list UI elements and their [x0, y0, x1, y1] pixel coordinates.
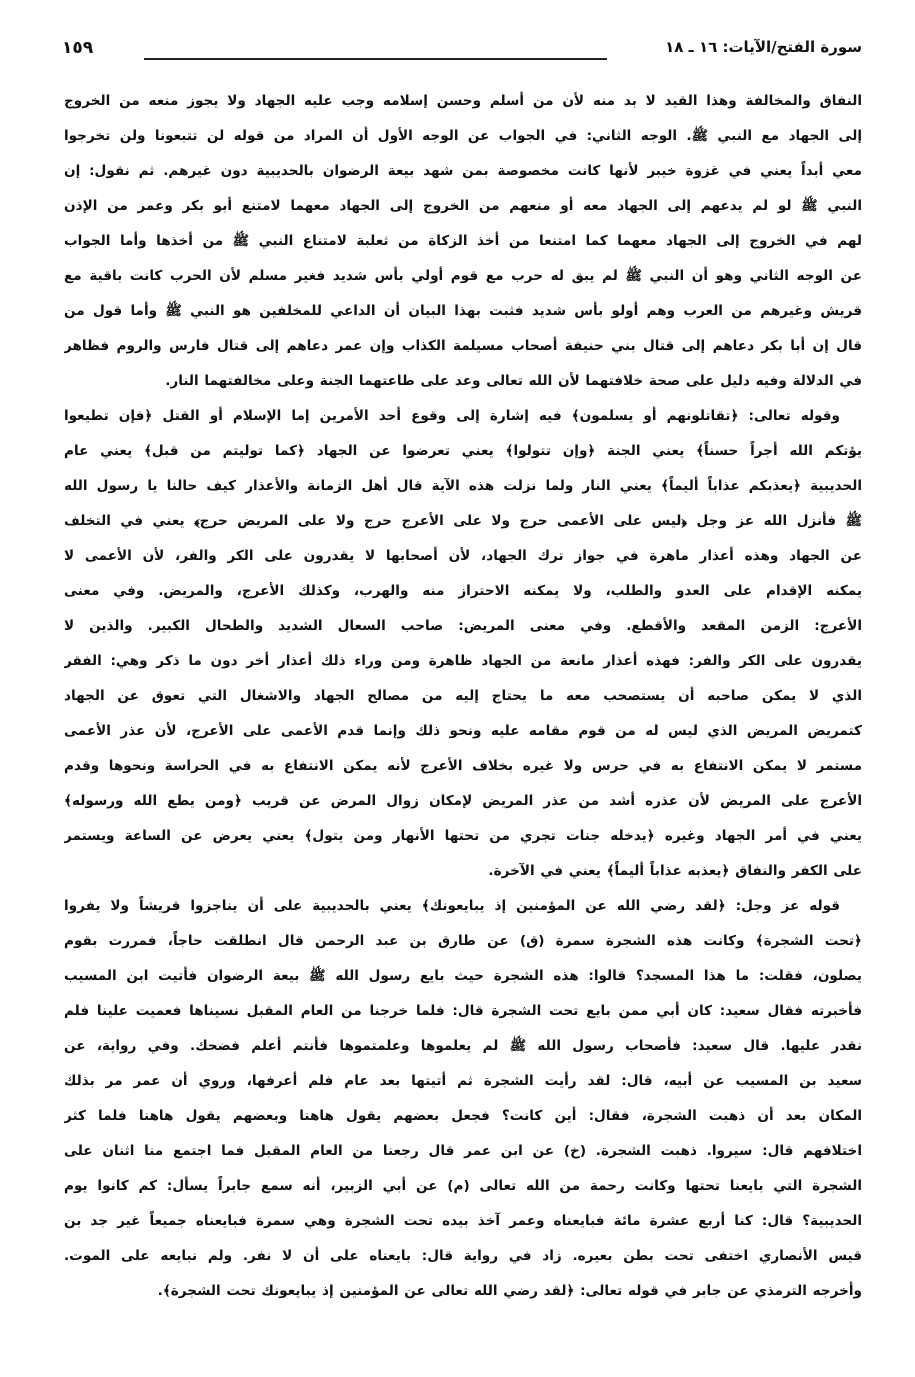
text-line: عن الوجه الثاني وهو أن النبي ﷺ لم يبق له حرب مع قوم أولي بأس شديد فغير مسلم لأن الحرب كانت باقية مع: [64, 268, 862, 284]
text-line: الذي لا يمكن صاحبه أن يستصحب معه ما يحتاج إليه من مصالح الجهاد والاشغال التي تعوق عن الجهاد: [64, 688, 862, 704]
text-line: كتمريض المريض الذي ليس له من قوم مقامه عليه ونحو ذلك وإنما قدم الأعمى على الأعرج، لأن عذر الأعمى: [64, 723, 862, 739]
text-line: المكان بعد أن ذهبت الشجرة، فقال: أين كانت؟ فجعل بعضهم يقول هاهنا وبعضهم يقول هاهنا فلما كثر: [64, 1108, 862, 1124]
text-line: النبي ﷺ لو لم يدعهم إلى الجهاد معه أو منعهم من الخروج إلى الجهاد معهما لامتنع أبو بكر وعمر من الإذن: [64, 198, 862, 214]
paragraph: [64, 84, 862, 399]
text-line: يعني في أمر الجهاد وغيره ﴿يدخله جنات تجري من تحتها الأنهار ومن يتول﴾ يعني يعرض عن الساعة ويستمر: [64, 828, 862, 844]
text-line: الشجرة التي بايعنا تحتها وكانت رحمة من الله تعالى (م) عن أبي الزبير، أنه سمع جابراً يسأل: كم كانوا يوم: [64, 1178, 862, 1194]
page-header: [62, 36, 862, 66]
text-line: مستمر لا يمكن الانتفاع به في حرس ولا غيره بخلاف الأعرج لأنه يمكن الانتفاع به في الحراسة ونحوها وقدم: [64, 758, 862, 774]
text-line: يمكنه الإقدام على العدو والطلب، ولا يمكنه الاحتراز منه والهرب، وكذلك الأعرج، والمريض. وفي معنى: [64, 583, 862, 599]
text-line: نقدر عليها. قال سعيد: فأصحاب رسول الله ﷺ لم يعلموها وعلمتموها فأنتم أعلم فضحك. وفي رواية، عن: [64, 1038, 862, 1054]
text-line: وقوله تعالى: ﴿تقاتلونهم أو يسلمون﴾ فيه إشارة إلى وقوع أحد الأمرين إما الإسلام أو القتل ﴿فإن تطيعوا: [64, 408, 840, 424]
text-line: يؤتكم الله أجراً حسناً﴾ يعني الجنة ﴿وإن تتولوا﴾ يعني تعرضوا عن الجهاد ﴿كما توليتم من قبل﴾ يعني عام: [64, 443, 862, 459]
text-line: يقدرون على الكر والفر: فهذه أعذار مانعة من الجهاد ظاهرة ومن وراء ذلك أعذار أخر دون ما ذكر وهي: الفقر: [64, 653, 862, 669]
text-line: قوله عز وجل: ﴿لقد رضي الله عن المؤمنين إذ يبايعونك﴾ يعني بالحديبية على أن يناجزوا قريشاً ولا يفروا: [64, 898, 840, 914]
text-line: فأخبرته فقال سعيد: كان أبي ممن بايع تحت الشجرة قال: فلما خرجنا من العام المقبل نسيناها فعميت علينا فلم: [64, 1003, 862, 1019]
text-line: الحديبية ﴿يعذبكم عذاباً أليماً﴾ يعني النار ولما نزلت هذه الآية قال أهل الزمانة والأعذار كيف حالنا يا رسول الله: [64, 478, 862, 494]
text-line: إلى الجهاد مع النبي ﷺ. الوجه الثاني: في الجواب عن الوجه الأول أن المراد من قوله لن تتبعونا ولن تخرجوا: [64, 128, 862, 144]
page-body: [64, 84, 862, 1309]
header-rule: [144, 58, 607, 60]
paragraph: [64, 889, 862, 1309]
text-line: اختلافهم قال: سيروا. ذهبت الشجرة. (خ) عن ابن عمر قال رجعنا من العام المقبل فما اجتمع منا اثنان على: [64, 1143, 862, 1159]
text-line: قال إن أبا بكر دعاهم إلى قتال بني حنيفة أصحاب مسيلمة الكذاب وإن عمر دعاهم إلى قتال فارس والروم فظاهر: [64, 338, 862, 354]
text-line: في الدلالة وفيه دليل على صحة خلافتهما لأن الله تعالى وعد على طاعتهما الجنة وعلى مخالفتهما النار.: [165, 373, 862, 389]
text-line: الحديبية؟ قال: كنا أربع عشرة مائة فبايعناه وعمر آخذ بيده تحت الشجرة وهي سمرة فبايعناه جميعاً غير جد بن: [64, 1213, 862, 1229]
text-line: عن الجهاد وهذه أعذار ماهرة في جواز ترك الجهاد، لأن أصحابها لا يقدرون على الكر والفر، لأن الأعمى لا: [64, 548, 862, 564]
text-line: على الكفر والنفاق ﴿يعذبه عذاباً أليماً﴾ يعني في الآخرة.: [488, 863, 862, 879]
text-line: الأعرج على المريض لأن عذره أشد من عذر المريض لإمكان زوال المرض عن قريب ﴿ومن يطع الله ورسوله﴾: [64, 793, 862, 809]
paragraph: [64, 399, 862, 889]
text-line: قيس الأنصاري اختفى تحت بطن بعيره. زاد في رواية قال: بايعناه على أن لا نفر. ولم نبايعه على الموت.: [64, 1248, 862, 1264]
page-number: ١٥٩: [62, 38, 94, 58]
text-line: ﴿تحت الشجرة﴾ وكانت هذه الشجرة سمرة (ق) عن طارق بن عبد الرحمن قال انطلقت حاجاً، فمررت بقوم: [64, 933, 862, 949]
text-line: معي أبداً يعني في غزوة خيبر لأنها كانت مخصوصة بمن شهد بيعة الرضوان بالحديبية دون غيرهم. ثم نقول: إن: [64, 163, 862, 179]
text-line: النفاق والمخالفة وهذا القيد لا بد منه لأن من أسلم وحسن إسلامه وجب عليه الجهاد ولا يجوز منعه من الخروج: [64, 93, 862, 109]
text-line: لهم في الخروج إلى الجهاد معهما كما امتنعا من أخذ الزكاة من ثعلبة لامتناع النبي ﷺ من أخذها وأما الجواب: [64, 233, 862, 249]
text-line: قريش وغيرهم من العرب وهم أولو بأس شديد فثبت بهذا البيان أن الداعي للمخلفين هو النبي ﷺ وأما قول من: [64, 303, 862, 319]
text-line: سعيد بن المسيب عن أبيه، قال: لقد رأيت الشجرة ثم أتيتها بعد عام فلم أعرفها، وروي أن عمر مر بذلك: [64, 1073, 862, 1089]
text-line: الأعرج: الزمن المقعد والأقطع. وفي معنى المريض: صاحب السعال الشديد والطحال الكبير. والذين لا: [64, 618, 862, 634]
text-line: وأخرجه الترمذي عن جابر في قوله تعالى: ﴿لقد رضي الله تعالى عن المؤمنين إذ يبايعونك تحت الشجرة﴾.: [157, 1283, 862, 1299]
text-line: يصلون، فقلت: ما هذا المسجد؟ قالوا: هذه الشجرة حيث بايع رسول الله ﷺ بيعة الرضوان فأتيت ابن المسيب: [64, 968, 862, 984]
text-line: ﷺ فأنزل الله عز وجل ﴿ليس على الأعمى حرج ولا على الأعرج حرج ولا على المريض حرج﴾ يعني في التخلف: [64, 513, 862, 529]
running-title: سورة الفتح/الآيات: ١٦ ـ ١٨: [665, 38, 862, 56]
